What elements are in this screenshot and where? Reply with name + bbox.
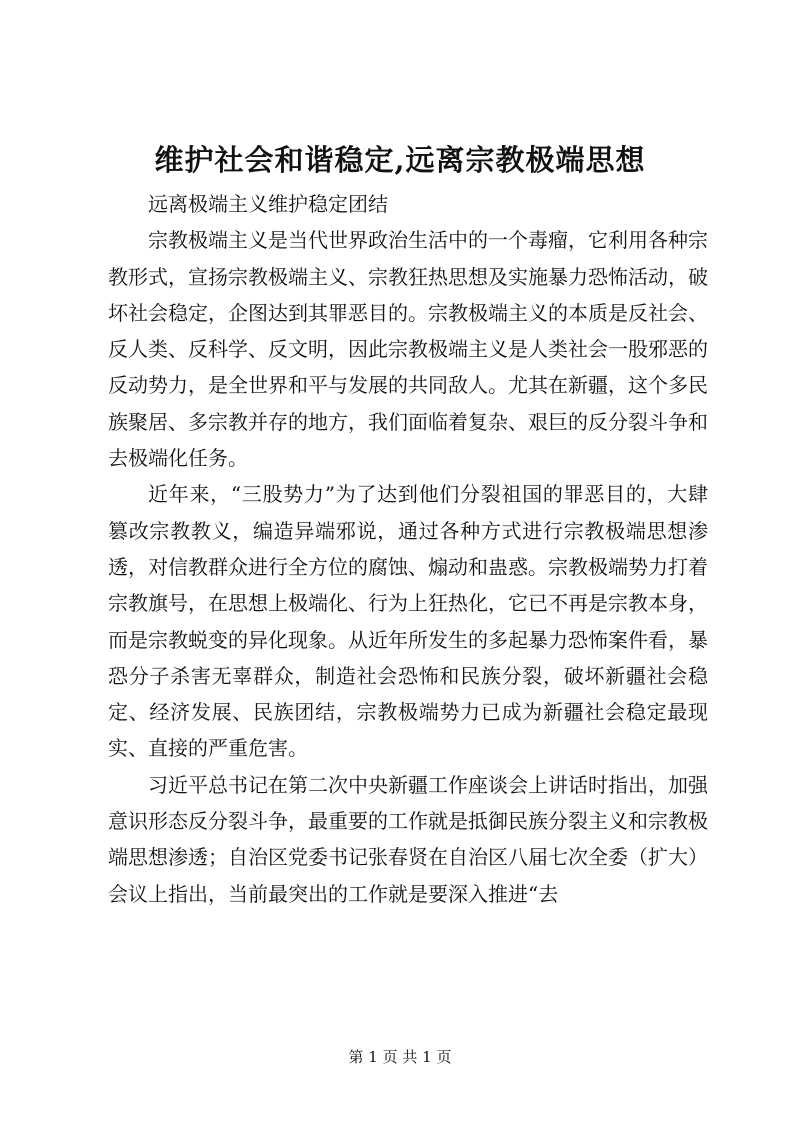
body-paragraph-2: 近年来，“三股势力”为了达到他们分裂祖国的罪恶目的，大肆篡改宗教教义，编造异端邪说，通过各种方式进行宗教极端思想渗透，对信教群众进行全方位的腐蚀、煽动和蛊惑。宗教极端势力打着宗教旗号，在思想上极端化、行为上狂热化，它已不再是宗教本身，而是宗教蜕变的异化现象。从近年所发生的多起暴力恐怖案件看，暴恐分子杀害无辜群众，制造社会恐怖和民族分裂，破坏新疆社会稳定、经济发展、民族团结，宗教极端势力已成为新疆社会稳定最现实、直接的严重危害。 xyxy=(108,482,708,761)
document-body xyxy=(108,186,708,912)
page-footer: 第 1 页 共 1 页 xyxy=(348,1048,452,1066)
body-paragraph-3: 习近平总书记在第二次中央新疆工作座谈会上讲话时指出，加强意识形态反分裂斗争，最重要的工作就是抵御民族分裂主义和宗教极端思想渗透；自治区党委书记张春贤在自治区八届七次全委（扩大）会议上指出，当前最突出的工作就是要深入推进“去 xyxy=(108,772,708,906)
body-paragraph-1: 宗教极端主义是当代世界政治生活中的一个毒瘤，它利用各种宗教形式，宣扬宗教极端主义、宗教狂热思想及实施暴力恐怖活动，破坏社会稳定，企图达到其罪恶目的。宗教极端主义的本质是反社会、反人类、反科学、反文明，因此宗教极端主义是人类社会一股邪恶的反动势力，是全世界和平与发展的共同敌人。尤其在新疆，这个多民族聚居、多宗教并存的地方，我们面临着复杂、艰巨的反分裂斗争和去极端化任务。 xyxy=(108,228,708,471)
document-subtitle: 远离极端主义维护稳定团结 xyxy=(148,192,388,216)
document-title: 维护社会和谐稳定,远离宗教极端思想 xyxy=(154,143,646,177)
